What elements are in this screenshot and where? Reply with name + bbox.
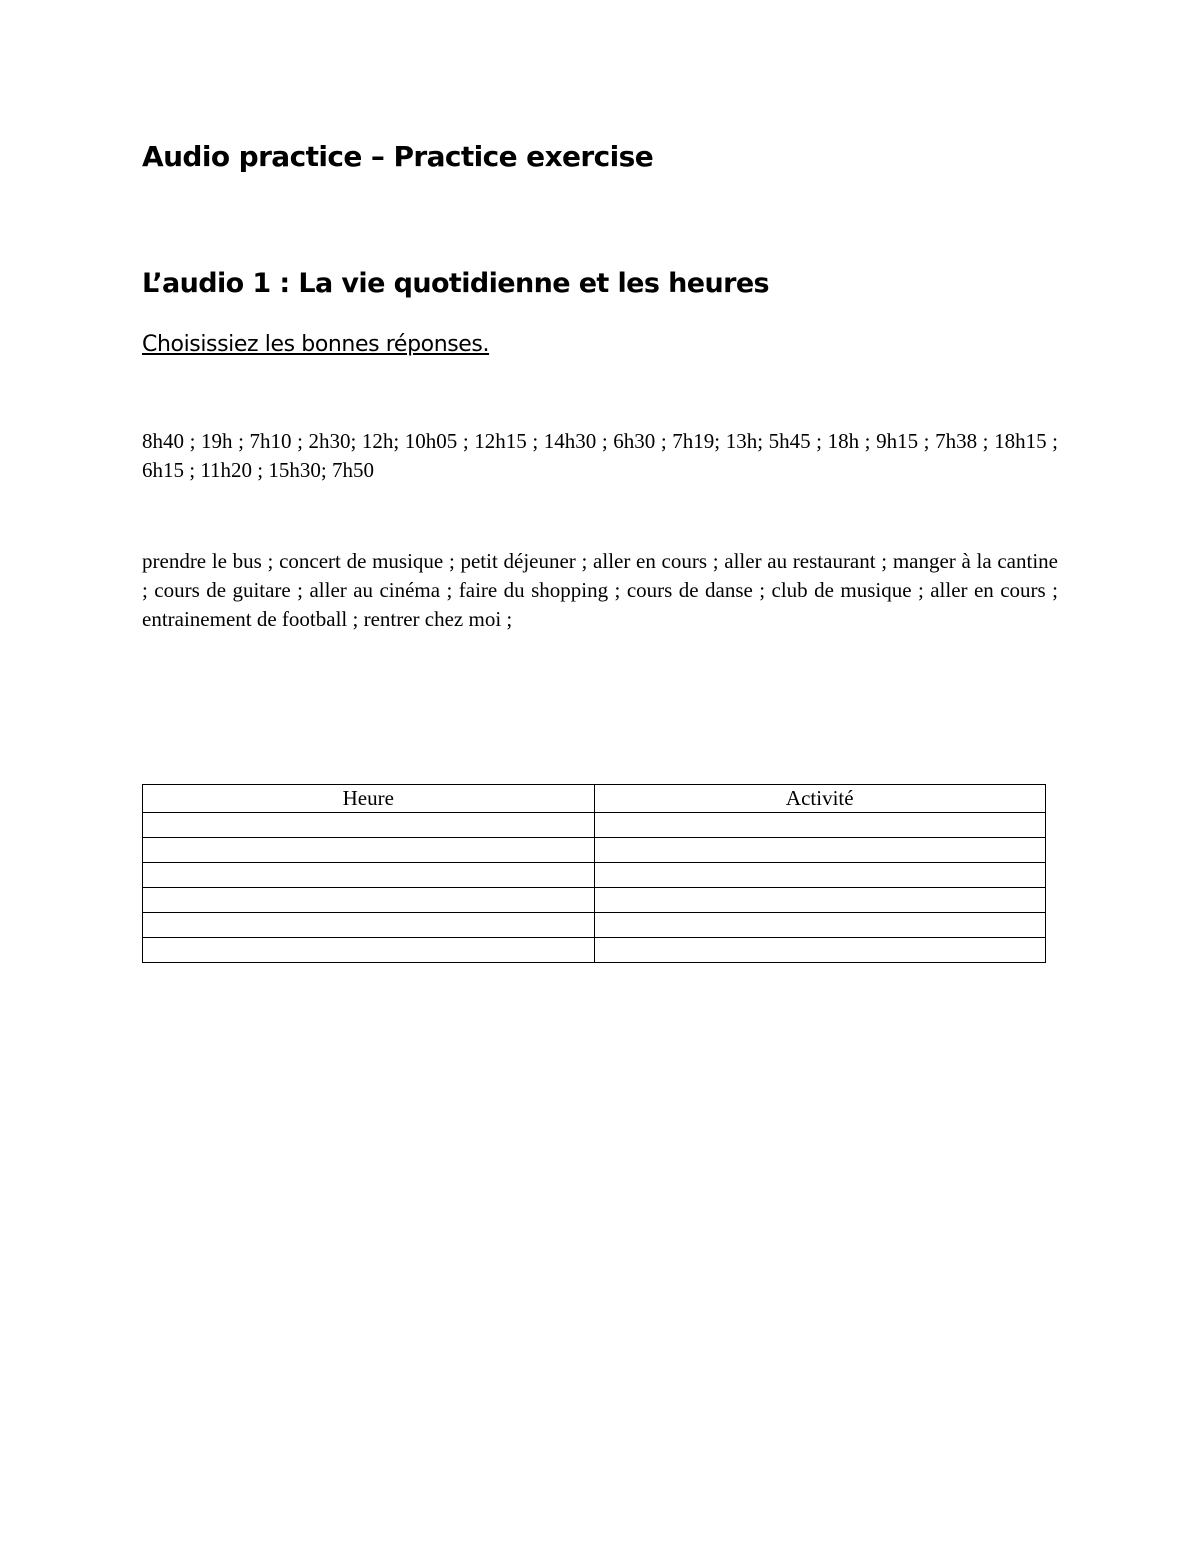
- header-heure: Heure: [143, 785, 595, 813]
- header-activite: Activité: [594, 785, 1046, 813]
- activities-list: prendre le bus ; concert de musique ; petit déjeuner ; aller en cours ; aller au restaurant ; manger à la cantine ; cours de guitare ; aller au cinéma ; faire du shopping ; cours de danse ; club de musique ; aller en cours ; entrainement de football ; rentrer chez moi ;: [142, 549, 1058, 631]
- document-title: Audio practice – Practice exercise: [142, 140, 654, 173]
- table-cell-heure[interactable]: [143, 913, 595, 938]
- table-cell-heure[interactable]: [143, 888, 595, 913]
- table-cell-activite[interactable]: [594, 888, 1046, 913]
- instruction: Choisissiez les bonnes réponses.: [142, 332, 490, 357]
- table-cell-heure[interactable]: [143, 813, 595, 838]
- table-row: [143, 938, 1046, 963]
- table-row: [143, 888, 1046, 913]
- table-row: [143, 813, 1046, 838]
- table-cell-heure[interactable]: [143, 863, 595, 888]
- table-row: [143, 863, 1046, 888]
- table-cell-activite[interactable]: [594, 938, 1046, 963]
- answer-table: [142, 784, 1046, 963]
- table-cell-activite[interactable]: [594, 913, 1046, 938]
- table-row: [143, 838, 1046, 863]
- table-row: [143, 913, 1046, 938]
- table-cell-heure[interactable]: [143, 838, 595, 863]
- section-title: L’audio 1 : La vie quotidienne et les heures: [142, 268, 770, 299]
- times-list: 8h40 ; 19h ; 7h10 ; 2h30; 12h; 10h05 ; 12h15 ; 14h30 ; 6h30 ; 7h19; 13h; 5h45 ; 18h ; 9h15 ; 7h38 ; 18h15 ; 6h15 ; 11h20 ; 15h30; 7h50: [142, 429, 1058, 482]
- table-cell-activite[interactable]: [594, 863, 1046, 888]
- table-header-row: [143, 785, 1046, 813]
- table-cell-activite[interactable]: [594, 813, 1046, 838]
- table-cell-heure[interactable]: [143, 938, 595, 963]
- table-cell-activite[interactable]: [594, 838, 1046, 863]
